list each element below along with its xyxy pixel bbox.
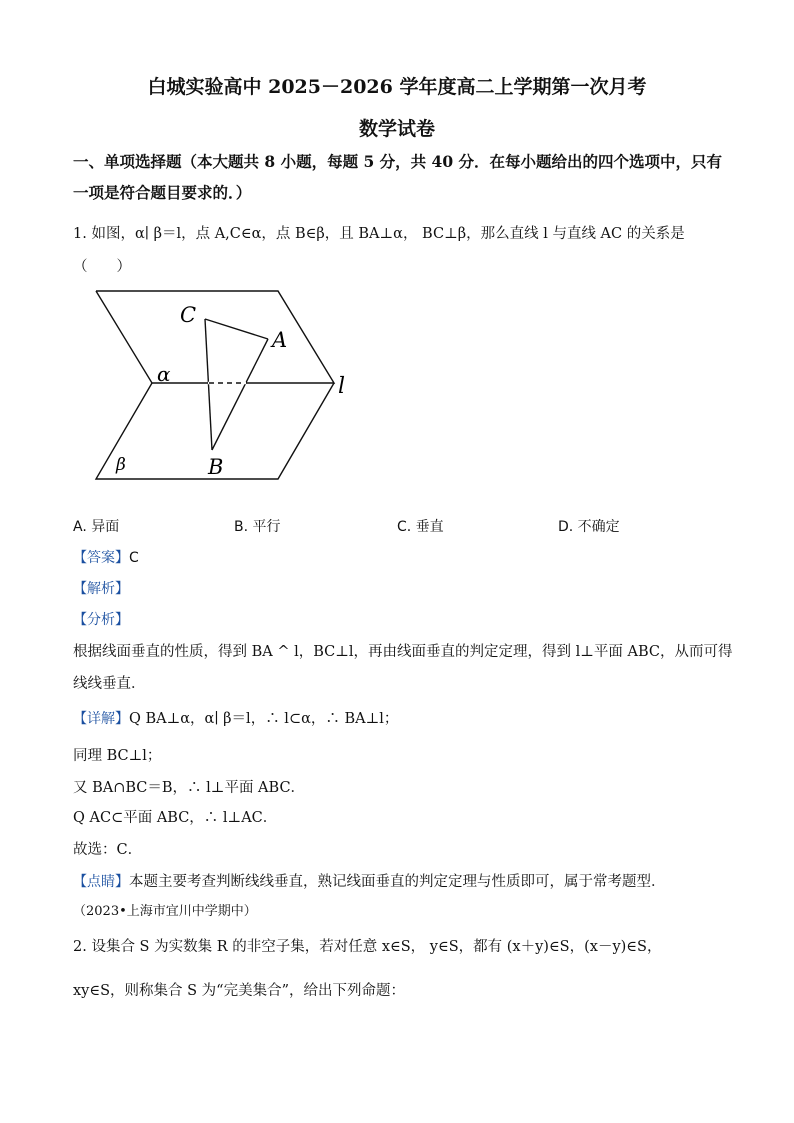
q1-figure [88,286,348,486]
detail-line2: 同理 BC⊥l； [73,748,162,764]
fenxi-tag: 【分析】 [73,612,129,628]
comment-text: 本题主要考查判断线线垂直，熟记线面垂直的判定定理与性质即可，属于常考题型． [129,874,666,890]
line-CB [205,319,212,450]
section-heading-line2: 一项是符合题目要求的．） [73,183,252,202]
q1-option-c: C. 垂直 [397,519,444,535]
answer-value: C [129,550,139,566]
q2-source: （2023•上海市宜川中学期中） [73,904,257,919]
fenxi-line1: 根据线面垂直的性质，得到 BA ^ l，BC⊥l，再由线面垂直的判定定理，得到 l⊥平面 ABC，从而可得 [73,644,733,660]
label-A: A [272,328,288,352]
analysis-tag: 【解析】 [73,581,129,597]
line-AB [212,339,268,450]
q2-stem-line2: xy∈S，则称集合 S 为“完美集合”，给出下列命题： [73,983,406,999]
answer-tag: 【答案】 [73,550,129,566]
plane-alpha-outline [96,291,334,383]
label-l: l [338,374,346,399]
label-beta: β [116,455,126,475]
comment-row [73,870,666,891]
label-C: C [180,303,197,327]
page-subtitle: 数学试卷 [358,118,435,140]
comment-tag: 【点睛】 [73,874,129,890]
q1-option-a: A. 异面 [73,519,120,535]
label-B: B [208,455,224,479]
detail-tag: 【详解】 [73,711,129,727]
q1-stem-line1: 1. 如图，α∣ β＝l，点 A,C∈α，点 B∈β，且 BA⊥α， BC⊥β，那么直线 l 与直线 AC 的关系是 [73,226,685,242]
q1-option-d: D. 不确定 [558,519,620,535]
q1-answer-paren: （ ） [73,259,131,275]
q1-answer-row [73,547,139,567]
detail-line3: 又 BA∩BC＝B，∴ l⊥平面 ABC． [73,780,306,796]
detail-line1: Q BA⊥α，α∣ β＝l，∴ l⊂α，∴ BA⊥l； [129,711,399,727]
page-title: 白城实验高中 2025－2026 学年度高二上学期第一次月考 [147,76,647,98]
detail-line4: Q AC⊂平面 ABC，∴ l⊥AC． [73,810,278,826]
line-CA [205,319,268,339]
detail-line5: 故选：C． [73,842,143,858]
label-alpha: α [157,362,171,386]
section-heading-line1: 一、单项选择题（本大题共 8 小题，每题 5 分，共 40 分．在每小题给出的四个选项中，只有 [73,152,723,171]
detail-row1 [73,707,398,728]
fenxi-line2: 线线垂直． [73,676,146,692]
q2-stem-line1: 2. 设集合 S 为实数集 R 的非空子集，若对任意 x∈S， y∈S，都有 (x＋y)∈S，(x－y)∈S， [73,939,662,955]
q1-option-b: B. 平行 [234,519,281,535]
